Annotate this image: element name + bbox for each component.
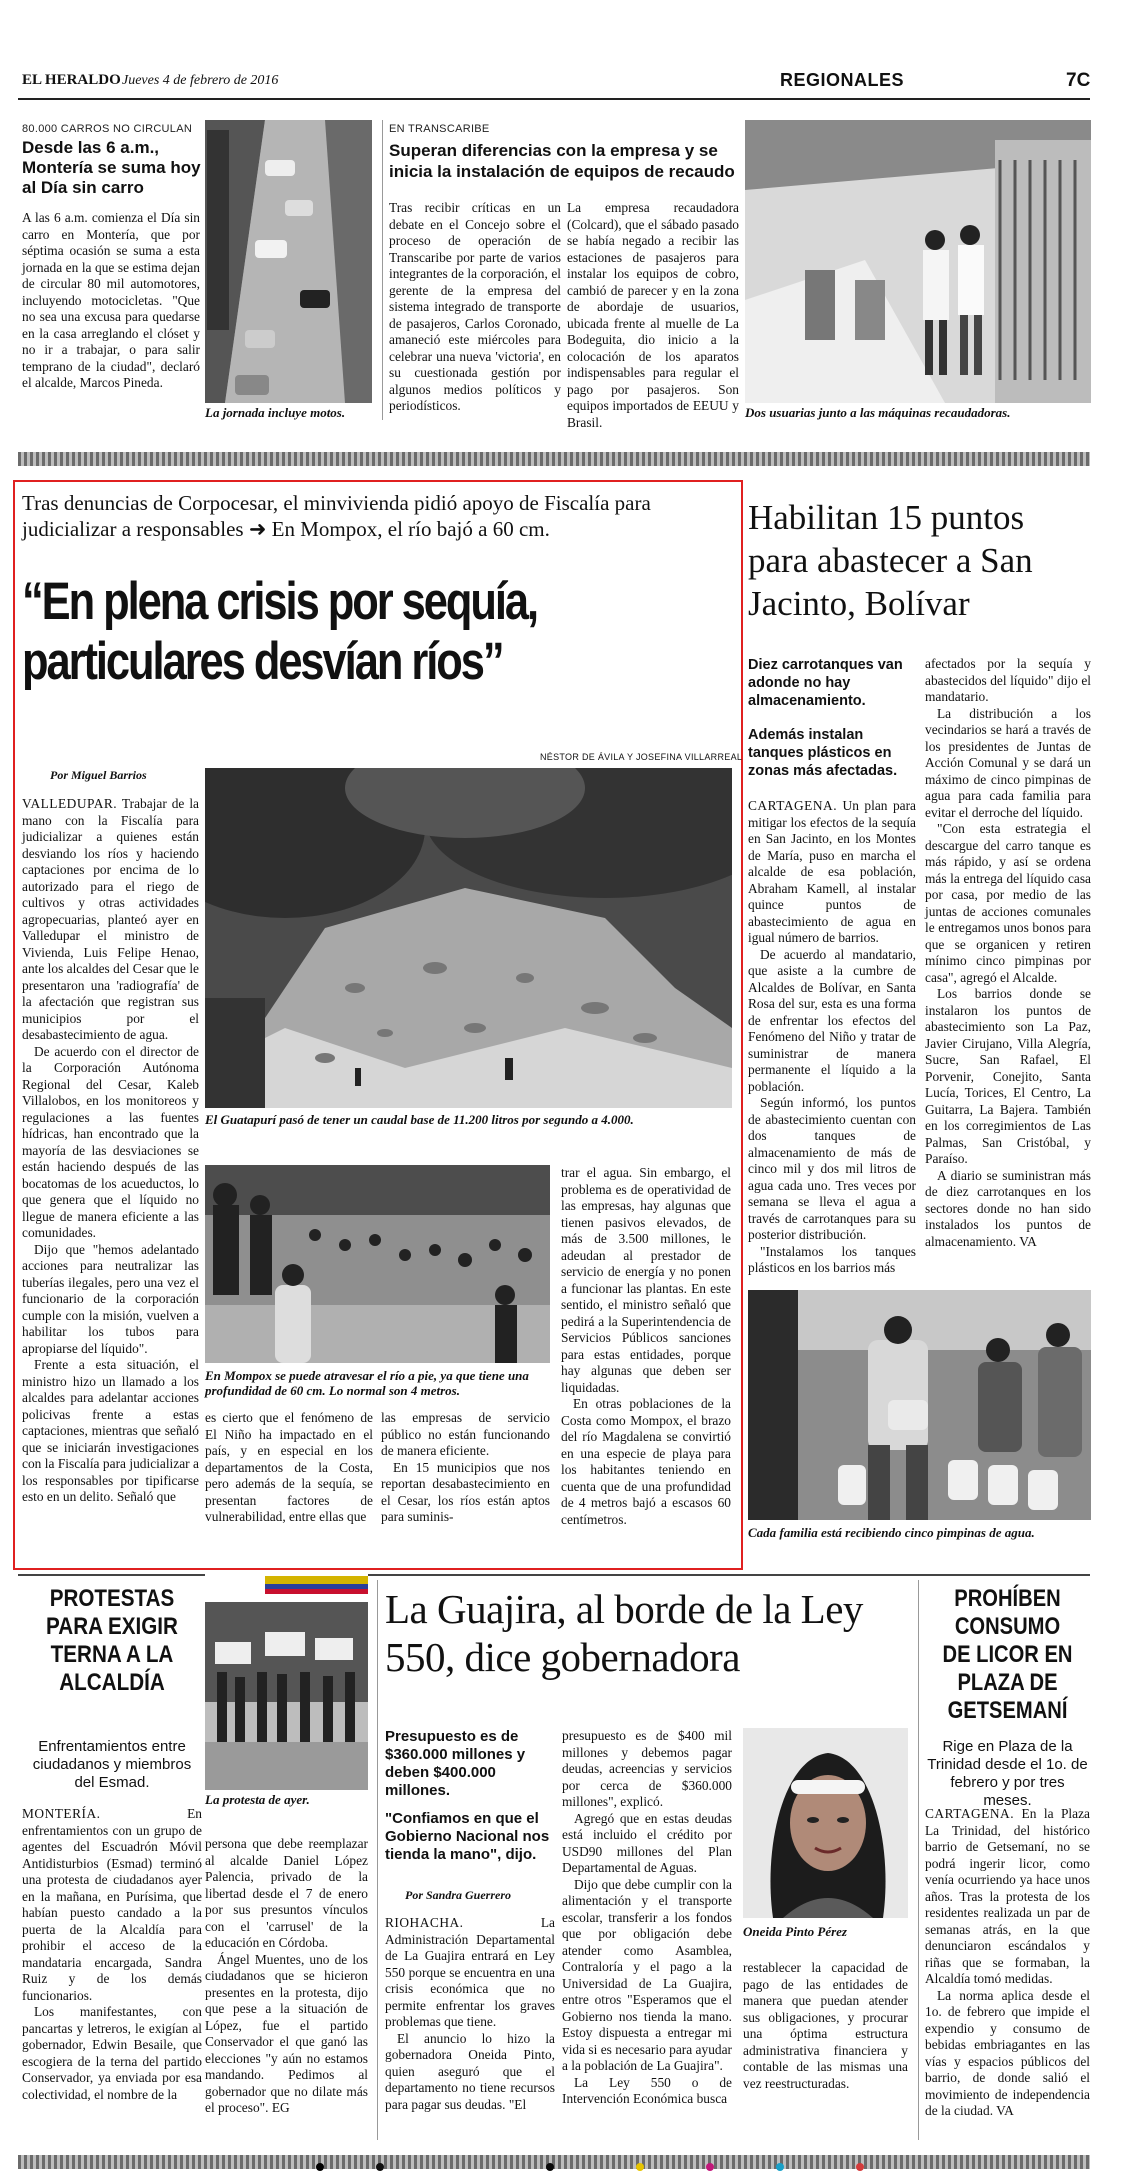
paragraph: La Administración Departamental de La Guajira entrará en Ley 550 porque se encuentra en una crisis económica que no permite enfrentar los graves problemas que tiene.: [385, 1915, 555, 2029]
sequia-col1: [22, 796, 199, 1506]
sequia-photo-credit: NÉSTOR DE ÁVILA Y JOSEFINA VILLARREAL: [540, 752, 743, 762]
transcaribe-photo: [745, 120, 1091, 403]
column-rule: [382, 120, 383, 420]
paragraph: El anuncio lo hizo la gobernadora Oneida Pinto, quien aseguró que el departamento no tiene recursos para pagar sus deudas. "El: [385, 2030, 555, 2112]
paragraph: En enfrentamientos con un grupo de agentes del Escuadrón Móvil Antidisturbios (Esmad) terminó una protesta de ciudadanos ayer en la mañana, en Purísima, que habían puesto candado a la puerta de la Alcaldía para prohibir el acceso de la mandataria encargada, Sandra Ruiz y de los demás funcionarios.: [22, 1806, 202, 2003]
protest-photo: [205, 1572, 368, 1790]
paragraph: Agregó que en estas deudas está incluido el crédito por USD90 millones del Plan Departamental de Aguas.: [562, 1810, 732, 1875]
sanjacinto-col1: [748, 798, 916, 1277]
paragraph: trar el agua. Sin embargo, el problema es de operatividad de las empresas, hay algunas que tienen pasivos elevados, de más de 3.500 millones, le adeudan al prestador de servicio de energía y no ponen a funcionar las plantas. En este sentido, el ministro señaló que pedirá a la Superintendencia de Servicios Públicos sanciones para estas entidades, porque hay algunas que deben ser liquidadas.: [561, 1165, 731, 1395]
governor-portrait-photo: [743, 1728, 908, 1918]
sequia-col2: es cierto que el fenómeno de El Niño ha impactado en el país, y en especial en los departamentos de la Costa, pero además de la sequía, se presentan factores de vulnerabilidad, entre ellas que: [205, 1410, 373, 1524]
issue-date: Jueves 4 de febrero de 2016: [122, 73, 279, 88]
paragraph: En la Plaza La Trinidad, del histórico barrio de Getsemaní, no se podrá ingerir licor, como venía ocurriendo ya hace unos años. Tras la protesta de los residentes realizada un par de semanas atrás, en la que denunciaron escándalos y riñas que se formaban, la Alcaldía tomó medidas.: [925, 1806, 1090, 1986]
sequia-col3: [381, 1410, 550, 1526]
paragraph: La norma aplica desde el 1o. de febrero que impide el expendio y consumo de bebidas embriagantes en las vías y espacios públicos del barrio, de donde salió el movimiento de independencia de la ciudad. VA: [925, 1987, 1090, 2118]
section-rule: [18, 1574, 1090, 1576]
sanjacinto-sub2: Además instalan tanques plásticos en zonas más afectadas.: [748, 727, 898, 779]
transcaribe-kicker: EN TRANSCARIBE: [389, 123, 490, 135]
paragraph: las empresas de servicio público no están funcionando de manera eficiente.: [381, 1410, 550, 1458]
sanjacinto-sub1: Diez carrotanques van adonde no hay almacenamiento.: [748, 657, 903, 709]
protestas-headline: PROTESTAS PARA EXIGIR TERNA A LA ALCALDÍA: [46, 1585, 178, 1696]
protestas-sub: Enfrentamientos entre ciudadanos y miembros del Esmad.: [32, 1738, 192, 1791]
paragraph: A diario se suministran más de diez carrotanques en los sectores donde no han sido instalados los puntos de almacenamiento. VA: [925, 1167, 1091, 1249]
paragraph: La distribución a los vecindarios se hará a través de los presidentes de Juntas de Acción Comunal y se dará un máximo de cinco pimpinas de agua para cada familia para evitar el derroche del líquido.: [925, 705, 1091, 820]
guajira-sub: Presupuesto es de $360.000 millones y deben $400.000 millones.: [385, 1728, 526, 1799]
guajira-col1: [385, 1915, 555, 2113]
water-photo-caption: Cada familia está recibiendo cinco pimpinas de agua.: [748, 1525, 1035, 1540]
sanjacinto-col2: [925, 656, 1091, 1250]
mompox-river-photo: [205, 1165, 550, 1363]
paragraph: Los manifestantes, con pancartas y letreros, le exigían al gobernador, Edwin Besaile, que escogiera de la terna del partido Conservador, ya enviada por esa colectividad, el nombre de la: [22, 2004, 202, 2102]
column-rule: [377, 1580, 378, 2140]
paragraph: Dijo que debe cumplir con la alimentación y el transporte escolar, transferir a los fondos que por obligación debe atender como Asamblea, Contraloría y el pago a la Universidad de La Guajira, entre otros "Esperamos que el Gobierno nos tienda la mano. Estoy dispuesta a entregar mi vida si es necesario para ayudar a la población de La Guajira".: [562, 1876, 732, 2073]
paragraph: En 15 municipios que nos reportan desabastecimiento en el Cesar, los ríos están aptos para suminis-: [381, 1459, 550, 1524]
paragraph: La Ley 550 o de Intervención Económica busca: [562, 2074, 732, 2106]
monteria-kicker: 80.000 CARROS NO CIRCULAN: [22, 123, 193, 135]
getsemani-sub: Rige en Plaza de la Trinidad desde el 1o. de febrero y por tres meses.: [927, 1738, 1088, 1809]
newspaper-name: EL HERALDO: [22, 72, 121, 88]
governor-photo-caption: Oneida Pinto Pérez: [743, 1924, 847, 1939]
transcaribe-headline: Superan diferencias con la empresa y se inicia la instalación de equipos de recaudo: [389, 141, 735, 181]
sequia-headline-text: “En plena crisis por sequía, particulares desvían ríos”: [22, 572, 538, 691]
protest-photo-caption: La protesta de ayer.: [205, 1792, 310, 1807]
paragraph: Un plan para mitigar los efectos de la sequía en San Jacinto, en los Montes de María, puso en marcha el alcalde de esa población, Abraham Kamell, al instalar quince puntos de abastecimiento de agua en igual número de barrios.: [748, 798, 916, 945]
paragraph: Dijo que "hemos adelantado acciones para neutralizar las tuberías ilegales, pero una vez el funcionario de la corporación cumple con la misión, vuelven a habilitar los tubos para apropiarse del líquido".: [22, 1241, 199, 1356]
monteria-headline: Desde las 6 a.m., Montería se suma hoy al Día sin carro: [22, 138, 201, 197]
sequia-deck: Tras denuncias de Corpocesar, el minvivienda pidió apoyo de Fiscalía para judicializar a responsables ➜ En Mompox, el río bajó a 60 cm.: [22, 491, 651, 541]
dateline: MONTERÍA.: [22, 1806, 101, 1821]
dateline: CARTAGENA.: [925, 1806, 1015, 1821]
paragraph: presupuesto es de $400 mil millones y debemos pagar deudas, acreencias y servicios por cerca de $360.000 millones", explicó.: [562, 1728, 732, 1809]
guajira-quote: "Confiamos en que el Gobierno Nacional nos tienda la mano", dijo.: [385, 1810, 550, 1863]
column-rule: [918, 1580, 919, 2140]
guajira-headline: La Guajira, al borde de la Ley 550, dice gobernadora: [385, 1586, 863, 1680]
guatapuri-photo-caption: El Guatapurí pasó de tener un caudal base de 11.200 litros por segundo a 4.000.: [205, 1112, 634, 1127]
protestas-col1: [22, 1806, 202, 2103]
dateline: VALLEDUPAR.: [22, 796, 118, 811]
getsemani-body: [925, 1806, 1090, 2120]
sequia-col4: [561, 1165, 731, 1528]
paragraph: De acuerdo con el director de la Corporación Autónoma Regional del Cesar, Kaleb Villalobos, en los monitoreos y regulaciones a las fuentes hídricas, han encontrado que la mayoría de las desviaciones se están haciendo después de las bocatomas de los acueductos, lo que genera que el líquido no llegue de manera eficiente a las comunidades.: [22, 1043, 199, 1240]
paragraph: Según informó, los puntos de abastecimiento cuentan con dos tanques de almacenamiento de más de cinco mil y dos mil litros de agua cada uno. Tres veces por semana se lleva el agua a través de carrotanques para su posterior distribución.: [748, 1095, 916, 1242]
paragraph: "Instalamos los tanques plásticos en los barrios más: [748, 1243, 916, 1275]
water-distribution-photo: [748, 1290, 1091, 1520]
header-rule: [18, 98, 1090, 100]
page-number: 7C: [1066, 70, 1091, 91]
mompox-photo-caption: En Mompox se puede atravesar el río a pie, ya que tiene una profundidad de 60 cm. Lo normal son 4 metros.: [205, 1368, 529, 1398]
separator-band: [18, 452, 1090, 466]
paragraph: Frente a esta situación, el ministro hizo un llamado a los alcaldes para adelantar acciones policivas frente a estas captaciones, mientras que señaló que se iniciarán investigaciones con la Fiscalía para judicializar a los responsables por tipificarse esto en un delito. Señaló que: [22, 1357, 199, 1504]
sequia-byline: Por Miguel Barrios: [50, 768, 147, 782]
guajira-col3: restablecer la capacidad de pago de las entidades de manera que puedan atender sus obligaciones, y procurar una óptima estructura administrativa financiera y contable de las mismas una vez reestructuradas.: [743, 1960, 908, 2091]
paragraph: En otras poblaciones de la Costa como Mompox, el brazo del río Magdalena se convirtió en una especie de playa para los habitantes teniendo en cuenta que de una profundidad de 4 metros bajó a escasos 60 centímetros.: [561, 1396, 731, 1527]
paragraph: De acuerdo al mandatario, que asiste a la cumbre de Alcaldes de Bolívar, en Santa Rosa del sur, esta es una forma de enfrentar los efectos del Fenómeno del Niño y tratar de suministrar de manera permanente el líquido a la población.: [748, 946, 916, 1094]
color-register-marks: [300, 2157, 900, 2167]
monteria-photo: [205, 120, 372, 403]
paragraph: afectados por la sequía y abastecidos del líquido" dijo el mandatario.: [925, 656, 1091, 704]
paragraph: "Con esta estrategia el descargue del carro tanque es más rápido, y así se ordena más la entrega del líquido casa por casa, por medio de las juntas de acciones comunales le entregamos unos bonos para que se organicen y retiren mínimo cinco pimpinas por casa", agregó el Alcalde.: [925, 821, 1091, 985]
guatapuri-river-photo: [205, 768, 732, 1108]
sanjacinto-headline: Habilitan 15 puntos para abastecer a San Jacinto, Bolívar: [748, 498, 1033, 623]
transcaribe-photo-caption: Dos usuarias junto a las máquinas recaudadoras.: [745, 405, 1011, 420]
paragraph: Trabajar de la mano con la Fiscalía para judicializar a quienes están desviando los ríos y haciendo captaciones por encima de lo autorizado para el riego de cultivos y otras actividades agropecuarias, planteó ayer en Valledupar el ministro de Vivienda, Luis Felipe Henao, ante los alcaldes del Cesar que le presentaron una 'radiografía' de la afectación que registran sus municipios por el desabastecimiento de agua.: [22, 796, 200, 1042]
dateline: CARTAGENA.: [748, 798, 838, 813]
paragraph: Los barrios donde se instalaron los puntos de abastecimiento son La Paz, Javier Cirujano, Villa Alegría, Sucre, San Rafael, El Porvenir, Conejito, Santa Lucía, Torices, El Centro, La Guitarra, La Bajera. También en los corregimientos de Las Palmas, San Cristóbal, y Paraíso.: [925, 986, 1091, 1166]
getsemani-headline: PROHÍBEN CONSUMO DE LICOR EN PLAZA DE GETSEMANÍ: [942, 1585, 1073, 1724]
monteria-photo-caption: La jornada incluye motos.: [205, 405, 346, 420]
paragraph: Ángel Muentes, uno de los ciudadanos que se hicieron presentes en la protesta, dijo que pese a la situación de López, fue el partido Conservador el que ganó las elecciones "y aún no estamos mandando. Pedimos al gobernador que no dilate más el proceso". EG: [205, 1951, 368, 2115]
dateline: RIOHACHA.: [385, 1915, 464, 1930]
paragraph: persona que debe reemplazar al alcalde Daniel López Palencia, privado de la libertad desde el 7 de enero por sus presuntos vínculos con el 'carrusel' de la educación en Córdoba.: [205, 1836, 368, 1950]
guajira-byline: Por Sandra Guerrero: [405, 1888, 512, 1902]
protestas-col2: [205, 1836, 368, 2117]
sequia-headline: [22, 572, 612, 692]
guajira-col2: [562, 1728, 732, 2108]
transcaribe-col2: La empresa recaudadora (Colcard), que el sábado pasado se había negado a recibir las estaciones de pasajeros para instalar los equipos de cobro, cambió de parecer y en la zona de abordaje de usuarios, ubicada frente al muelle de La Bodeguita, dio inicio a la colocación de los aparatos indispensables para regular el pago por pasajeros. Son equipos importados de EEUU y Brasil.: [567, 200, 739, 430]
transcaribe-col1: Tras recibir críticas en un debate en el Concejo sobre el proceso de operación de Transcaribe por parte de varios integrantes de la corporación, el gerente de la empresa del sistema integrado de transporte de pasajeros, Carlos Coronado, amaneció este miércoles para celebrar una nueva 'victoria', en su cuestionada gestión por algunos medios políticos y periodísticos.: [389, 200, 561, 413]
section-title: REGIONALES: [780, 70, 905, 90]
monteria-body: A las 6 a.m. comienza el Día sin carro en Montería, que por séptima ocasión se suma a esta jornada en la que se estima dejan de circular 80 mil automotores, incluyendo motocicletas. "Que no sea una excusa para quedarse en la casa arreglando el clóset y no ir a trabajar, o para salir temprano de la ciudad", declaró el alcalde, Marcos Pineda.: [22, 210, 200, 390]
